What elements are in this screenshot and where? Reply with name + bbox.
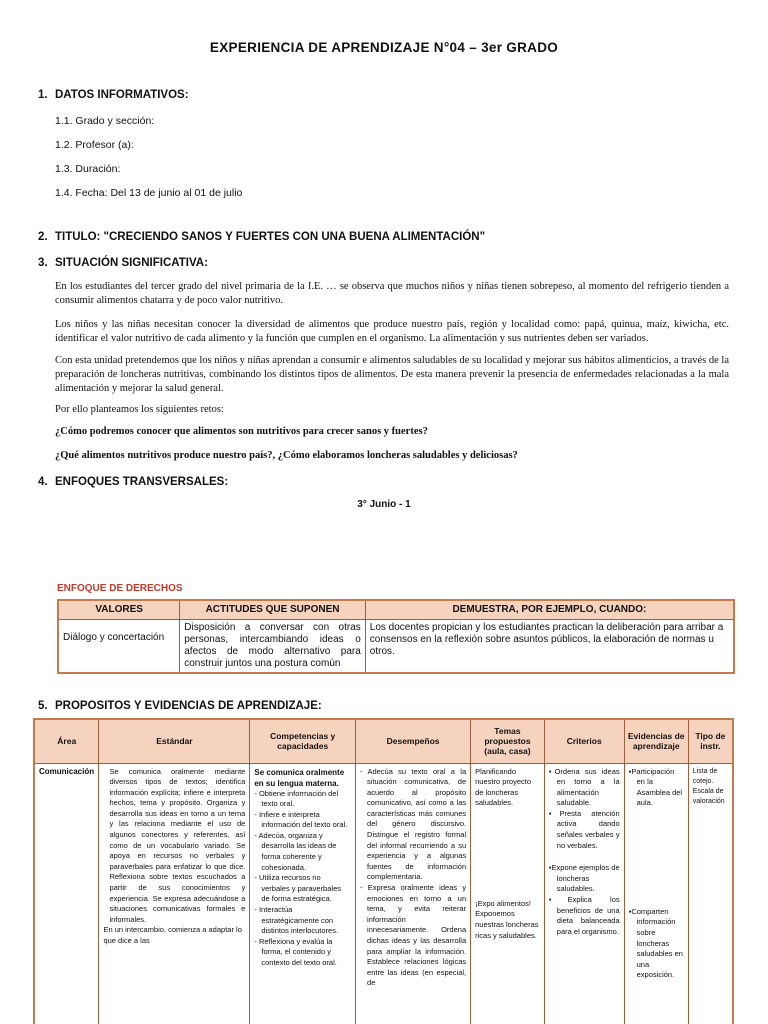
header-area: Área [34, 719, 99, 763]
cell-actitud: Disposición a conversar con otras personas, intercambiando ideas o afectos de modo alternativo para construir juntos una postura común [180, 619, 366, 673]
propositos-table-header [34, 719, 733, 763]
situacion-paragraph-1: En los estudiantes del tercer grado del nivel primaria de la I.E. … se observa que muchos niños y niñas tienen sobrepeso, al momento del refrigerio tienden a consumir alimentos chatarra y de poco valor nutritivo. [55, 281, 729, 306]
cell-demuestra: Los docentes propician y los estudiantes practican la deliberación para arribar a consensos en la reflexión sobre asuntos públicos, la elaboración de normas u otros. [365, 619, 734, 673]
list-item: - Reflexiona y evalúa la forma, el contenido y contexto del texto oral. [254, 937, 351, 969]
header-criterios: Criterios [544, 719, 624, 763]
header-competencias: Competencias y capacidades [250, 719, 356, 763]
datos-fecha: 1.4. Fecha: Del 13 de junio al 01 de julio [55, 187, 243, 199]
section-4-heading: 4. ENFOQUES TRANSVERSALES: [38, 476, 229, 488]
competencia-title: Se comunica oralmente en su lengua materna. [254, 767, 345, 788]
header-temas: Temas propuestos (aula, casa) [471, 719, 545, 763]
cell-competencias [250, 763, 356, 1024]
header-desempenos: Desempeños [356, 719, 471, 763]
page-marker: 3° Junio - 1 [357, 499, 411, 510]
list-item: ▪ Comparten información sobre loncheras saludables en una exposición. [629, 907, 684, 981]
datos-profesor: 1.2. Profesor (a): [55, 139, 134, 151]
cell-area: Comunicación [34, 763, 99, 1024]
list-item: ▪ Expone ejemplos de loncheras saludables. [549, 863, 620, 895]
tema-1: Planificando nuestro proyecto de loncheras saludables. [475, 766, 531, 808]
enfoque-table [57, 599, 735, 674]
section-3-heading: 3. SITUACIÓN SIGNIFICATIVA: [38, 257, 208, 269]
datos-duracion: 1.3. Duración: [55, 163, 121, 175]
table-row [34, 763, 733, 1024]
page-title: EXPERIENCIA DE APRENDIZAJE N°04 – 3er GRADO [209, 40, 559, 55]
estandar-text-continued: En un intercambio, comienza a adaptar lo que dice a las [103, 925, 242, 945]
criterios-list [549, 767, 620, 938]
header-instrumento: Tipo de instr. [688, 719, 733, 763]
list-item: ▪ Presta atención activa dando señales verbales y no verbales. [549, 809, 620, 851]
header-valores: VALORES [58, 600, 180, 619]
situacion-paragraph-3: Con esta unidad pretendemos que los niños y niñas aprendan a consumir e alimentos saludables de su localidad y mejorar sus hábitos alimenticios, a través de la preparación de loncheras nutritivas, combinando los distintos tipos de alimentos. De esta manera prevenir la presencia de enfermedades relacionadas a la mala alimentación y mejorar la salud general. [55, 355, 729, 394]
tema-2: ¡Expo alimentos! Exponemos nuestras loncheras ricas y saludables. [475, 898, 539, 940]
cell-criterios [544, 763, 624, 1024]
estandar-text: Se comunica oralmente mediante diversos tipos de textos; identifica información explícita; infiere e interpreta hechos, tema y propósito. Organiza y desarrolla sus ideas en torno a un tema y las relaciona mediante el uso de algunos conectores y referentes, así como de un vocabulario variado. Se apoya en recursos no verbales y paraverbales para enfatizar lo que dice. Reflexiona sobre textos escuchados a partir de sus conocimientos y experiencia. Se expresa adecuándose a situaciones comunicativas formales e informales. [109, 766, 246, 924]
list-item: - Utiliza recursos no verbales y paraverbales de forma estratégica. [254, 873, 351, 905]
section-1-heading: 1. DATOS INFORMATIVOS: [38, 89, 189, 101]
enfoque-table-header [58, 600, 734, 619]
reto-question-1: ¿Cómo podremos conocer que alimentos son nutritivos para crecer sanos y fuertes? [55, 426, 428, 437]
section-2-heading: 2. TITULO: "CRECIENDO SANOS Y FUERTES CON UNA BUENA ALIMENTACIÓN" [38, 231, 486, 243]
cell-valor: Diálogo y concertación [58, 619, 180, 673]
list-item: ▪ Ordena sus ideas en torno a la alimentación saludable. [549, 767, 620, 809]
cell-evidencias [624, 763, 688, 1024]
header-estandar: Estándar [99, 719, 250, 763]
list-item: - Adecúa su texto oral a la situación comunicativa, de acuerdo al propósito comunicativo, así como a las características más comunes del género discursivo. Distingue el registro formal del informal recurriendo a su experiencia y a algunas fuentes de información complementaria. [360, 767, 466, 884]
cell-temas [471, 763, 545, 1024]
header-actitudes: ACTITUDES QUE SUPONEN [180, 600, 366, 619]
enfoque-title: ENFOQUE DE DERECHOS [57, 583, 183, 594]
list-item: - Expresa oralmente ideas y emociones en torno a un tema, y evita reiterar información innecesariamente. Ordena dichas ideas y las desarrolla para ampliar la información. Establece relaciones lógicas entre las ideas (en especial, de [360, 883, 466, 989]
list-item: - Infiere e interpreta información del texto oral. [254, 810, 351, 831]
datos-grado: 1.1. Grado y sección: [55, 115, 155, 127]
list-item: - Adecúa, organiza y desarrolla las ideas de forma coherente y cohesionada. [254, 831, 351, 873]
section-5-heading: 5. PROPOSITOS Y EVIDENCIAS DE APRENDIZAJE: [38, 700, 322, 712]
cell-estandar [99, 763, 250, 1024]
table-row [58, 619, 734, 673]
list-item: - Obtiene información del texto oral. [254, 789, 351, 810]
list-item: ▪ Participación en la Asamblea del aula. [629, 767, 684, 809]
list-item: ▪ Explica los beneficios de una dieta balanceada para el organismo. [549, 895, 620, 937]
header-evidencias: Evidencias de aprendizaje [624, 719, 688, 763]
cell-desempenos [356, 763, 471, 1024]
situacion-paragraph-2: Los niños y las niñas necesitan conocer la diversidad de alimentos que produce nuestro país, región y localidad como: papá, quinua, maíz, kiwicha, etc. identificar el valor nutritivo de cada alimento y la función que cumplen en el organismo. La alimentación y sus nutrientes deben ser variados. [55, 319, 729, 344]
evidencias-list [629, 767, 684, 982]
capacidades-list [254, 789, 351, 969]
situacion-paragraph-4: Por ello planteamos los siguientes retos: [55, 404, 224, 415]
reto-question-2: ¿Qué alimentos nutritivos produce nuestro país?, ¿Cómo elaboramos loncheras saludables y deliciosas? [55, 450, 518, 461]
desempenos-list [360, 767, 466, 989]
header-demuestra: DEMUESTRA, POR EJEMPLO, CUANDO: [365, 600, 734, 619]
cell-instrumento [688, 763, 733, 1024]
instr-1: Lista de cotejo. [692, 767, 718, 785]
propositos-table [33, 718, 734, 1024]
instr-2: Escala de valoración [692, 787, 725, 805]
list-item: - Interactúa estratégicamente con distintos interlocutores. [254, 905, 351, 937]
